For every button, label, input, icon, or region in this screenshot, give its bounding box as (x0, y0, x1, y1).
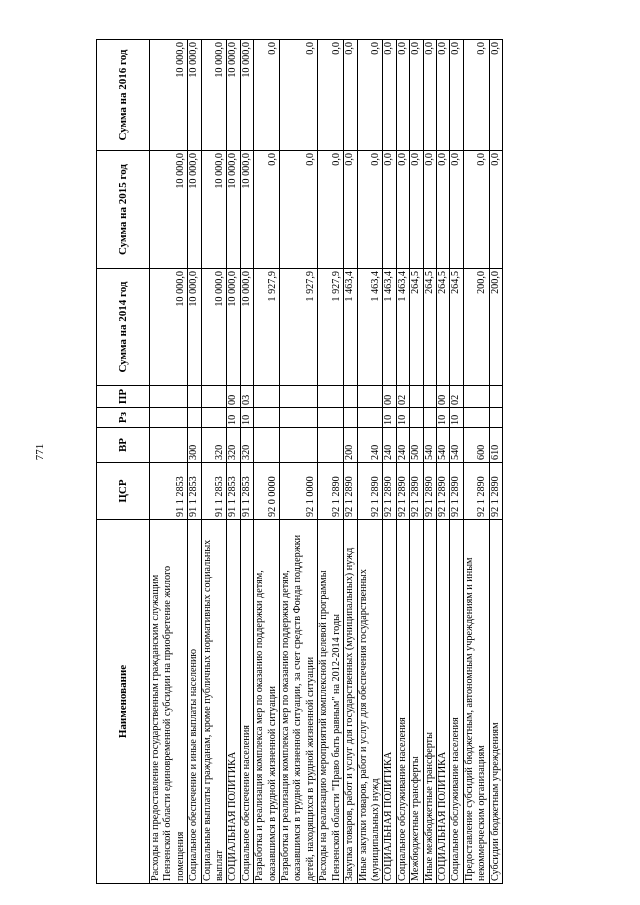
cell-2016: 0,0 (344, 40, 357, 151)
header-csr: ЦСР (97, 463, 150, 520)
cell-2015: 0,0 (410, 151, 423, 269)
table-row (150, 40, 188, 884)
header-rz: Рз (97, 408, 150, 428)
cell-2014: 1 463,4 (344, 269, 357, 386)
table-row (463, 40, 489, 884)
cell-2015: 10 000,0 (150, 151, 188, 269)
cell-vr: 240 (383, 428, 396, 463)
cell-csr: 92 1 2890 (489, 463, 502, 520)
cell-2014: 264,5 (410, 269, 423, 386)
cell-vr (280, 428, 318, 463)
cell-pr (254, 386, 280, 408)
cell-pr (489, 386, 502, 408)
table-row (423, 40, 436, 884)
cell-2016: 0,0 (423, 40, 436, 151)
cell-2016: 0,0 (436, 40, 449, 151)
cell-2015: 10 000,0 (240, 151, 253, 269)
cell-pr (423, 386, 436, 408)
cell-2016: 10 000,0 (150, 40, 188, 151)
cell-csr: 91 1 2853 (227, 463, 240, 520)
cell-pr (463, 386, 489, 408)
cell-2014: 1 927,9 (280, 269, 318, 386)
cell-2014: 1 927,9 (254, 269, 280, 386)
cell-vr: 600 (463, 428, 489, 463)
cell-csr: 92 1 2890 (436, 463, 449, 520)
cell-2015: 10 000,0 (201, 151, 227, 269)
cell-rz (254, 408, 280, 428)
cell-vr: 320 (240, 428, 253, 463)
cell-csr: 92 1 2890 (383, 463, 396, 520)
cell-2016: 0,0 (254, 40, 280, 151)
cell-2014: 200,0 (489, 269, 502, 386)
cell-csr: 92 1 2890 (396, 463, 409, 520)
cell-name: Расходы на предоставление государственным гражданским служащим Пензенской области единовременной субсидии на приобретение жилого помещения (150, 520, 188, 884)
cell-2014: 1 927,9 (318, 269, 344, 386)
table-row (344, 40, 357, 884)
table-row (201, 40, 227, 884)
cell-name: Социальное обслуживание населения (450, 520, 463, 884)
cell-2014: 1 463,4 (357, 269, 383, 386)
cell-rz (463, 408, 489, 428)
cell-2016: 0,0 (410, 40, 423, 151)
cell-2014: 10 000,0 (150, 269, 188, 386)
cell-csr: 92 1 2890 (344, 463, 357, 520)
cell-pr (280, 386, 318, 408)
cell-pr (410, 386, 423, 408)
page-number: 771 (34, 443, 46, 461)
cell-rz: 10 (396, 408, 409, 428)
cell-vr (318, 428, 344, 463)
cell-vr (150, 428, 188, 463)
table-row (188, 40, 201, 884)
budget-table (96, 39, 503, 884)
cell-2016: 10 000,0 (201, 40, 227, 151)
cell-csr: 91 1 2853 (201, 463, 227, 520)
cell-pr: 03 (240, 386, 253, 408)
cell-2015: 0,0 (357, 151, 383, 269)
cell-name: СОЦИАЛЬНАЯ ПОЛИТИКА (227, 520, 240, 884)
cell-2015: 0,0 (463, 151, 489, 269)
table-row (450, 40, 463, 884)
cell-pr (318, 386, 344, 408)
cell-csr: 92 1 0000 (280, 463, 318, 520)
cell-csr: 91 1 2853 (150, 463, 188, 520)
cell-csr: 92 1 2890 (450, 463, 463, 520)
header-pr: ПР (97, 386, 150, 408)
cell-vr: 320 (201, 428, 227, 463)
cell-2014: 264,5 (436, 269, 449, 386)
cell-2016: 10 000,0 (227, 40, 240, 151)
cell-vr: 540 (436, 428, 449, 463)
rotated-page (96, 40, 556, 884)
cell-2014: 200,0 (463, 269, 489, 386)
cell-2015: 0,0 (423, 151, 436, 269)
cell-rz (423, 408, 436, 428)
cell-2015: 10 000,0 (188, 151, 201, 269)
cell-2015: 0,0 (489, 151, 502, 269)
table-header-row (97, 40, 150, 884)
header-2016: Сумма на 2016 год (97, 40, 150, 151)
cell-2015: 0,0 (450, 151, 463, 269)
cell-rz (318, 408, 344, 428)
cell-2016: 0,0 (396, 40, 409, 151)
cell-name: Социальное обеспечение населения (240, 520, 253, 884)
header-2015: Сумма на 2015 год (97, 151, 150, 269)
cell-name: Разработка и реализация комплекса мер по оказанию поддержки детям, оказавшимся в трудной жизненной ситуации (254, 520, 280, 884)
cell-name: СОЦИАЛЬНАЯ ПОЛИТИКА (383, 520, 396, 884)
table-row (396, 40, 409, 884)
cell-2015: 0,0 (436, 151, 449, 269)
cell-2016: 0,0 (489, 40, 502, 151)
table-row (280, 40, 318, 884)
cell-2014: 1 463,4 (383, 269, 396, 386)
cell-csr: 92 0 0000 (254, 463, 280, 520)
cell-csr: 92 1 2890 (423, 463, 436, 520)
cell-rz (280, 408, 318, 428)
cell-2016: 0,0 (357, 40, 383, 151)
cell-2016: 10 000,0 (240, 40, 253, 151)
cell-2014: 10 000,0 (227, 269, 240, 386)
header-vr: ВР (97, 428, 150, 463)
cell-vr: 540 (423, 428, 436, 463)
cell-name: Субсидии бюджетным учреждениям (489, 520, 502, 884)
table-row (489, 40, 502, 884)
table-row (254, 40, 280, 884)
table-row (357, 40, 383, 884)
cell-vr (254, 428, 280, 463)
cell-pr: 00 (383, 386, 396, 408)
cell-name: Социальные выплаты гражданам, кроме публичных нормативных социальных выплат (201, 520, 227, 884)
cell-vr: 240 (357, 428, 383, 463)
cell-2014: 1 463,4 (396, 269, 409, 386)
cell-vr: 500 (410, 428, 423, 463)
cell-2014: 10 000,0 (240, 269, 253, 386)
cell-rz (150, 408, 188, 428)
cell-vr: 610 (489, 428, 502, 463)
cell-2016: 0,0 (450, 40, 463, 151)
cell-2015: 0,0 (280, 151, 318, 269)
cell-vr: 300 (188, 428, 201, 463)
cell-rz: 10 (240, 408, 253, 428)
table-row (318, 40, 344, 884)
cell-2016: 10 000,0 (188, 40, 201, 151)
cell-rz (201, 408, 227, 428)
cell-2014: 264,5 (450, 269, 463, 386)
cell-rz (489, 408, 502, 428)
cell-2016: 0,0 (463, 40, 489, 151)
cell-2016: 0,0 (318, 40, 344, 151)
cell-2014: 10 000,0 (201, 269, 227, 386)
header-name: Наименование (97, 520, 150, 884)
cell-2016: 0,0 (383, 40, 396, 151)
cell-csr: 92 1 2890 (357, 463, 383, 520)
cell-2015: 0,0 (344, 151, 357, 269)
cell-pr: 00 (436, 386, 449, 408)
cell-csr: 91 1 2853 (188, 463, 201, 520)
table-row (383, 40, 396, 884)
cell-pr (344, 386, 357, 408)
cell-pr (188, 386, 201, 408)
cell-pr: 00 (227, 386, 240, 408)
cell-vr: 240 (396, 428, 409, 463)
cell-name: Разработка и реализация комплекса мер по оказанию поддержки детям, оказавшимся в трудной жизненной ситуации, за счет средств Фонда поддержки детей, находящихся в трудной жизненной ситуации (280, 520, 318, 884)
cell-pr (357, 386, 383, 408)
cell-pr (201, 386, 227, 408)
cell-2015: 0,0 (396, 151, 409, 269)
cell-2015: 0,0 (318, 151, 344, 269)
cell-2015: 10 000,0 (227, 151, 240, 269)
cell-rz: 10 (450, 408, 463, 428)
cell-2015: 0,0 (254, 151, 280, 269)
cell-rz (344, 408, 357, 428)
cell-name: Иные закупки товаров, работ и услуг для обеспечения государственных (муниципальных) нужд (357, 520, 383, 884)
cell-vr: 200 (344, 428, 357, 463)
cell-rz: 10 (383, 408, 396, 428)
cell-name: Межбюджетные трансферты (410, 520, 423, 884)
table-body (150, 40, 503, 884)
cell-name: Иные межбюджетные трансферты (423, 520, 436, 884)
cell-rz: 10 (227, 408, 240, 428)
cell-csr: 92 1 2890 (318, 463, 344, 520)
cell-csr: 92 1 2890 (410, 463, 423, 520)
cell-name: Социальное обеспечение и иные выплаты населению (188, 520, 201, 884)
cell-vr: 320 (227, 428, 240, 463)
cell-rz (357, 408, 383, 428)
table-row (227, 40, 240, 884)
cell-name: СОЦИАЛЬНАЯ ПОЛИТИКА (436, 520, 449, 884)
cell-csr: 92 1 2890 (463, 463, 489, 520)
cell-2016: 0,0 (280, 40, 318, 151)
cell-name: Расходы на реализацию мероприятий комплексной целевой программы Пензенской области "Право быть равным" на 2012-2014 годы (318, 520, 344, 884)
cell-vr: 540 (450, 428, 463, 463)
cell-csr: 91 1 2853 (240, 463, 253, 520)
cell-2014: 10 000,0 (188, 269, 201, 386)
cell-rz: 10 (436, 408, 449, 428)
cell-name: Закупка товаров, работ и услуг для государственных (муниципальных) нужд (344, 520, 357, 884)
cell-name: Социальное обслуживание населения (396, 520, 409, 884)
table-row (240, 40, 253, 884)
table-row (436, 40, 449, 884)
table-row (410, 40, 423, 884)
cell-pr: 02 (450, 386, 463, 408)
cell-rz (410, 408, 423, 428)
cell-name: Предоставление субсидий бюджетным, автономным учреждениям и иным некоммерческим организациям (463, 520, 489, 884)
cell-pr: 02 (396, 386, 409, 408)
cell-2014: 264,5 (423, 269, 436, 386)
header-2014: Сумма на 2014 год (97, 269, 150, 386)
cell-2015: 0,0 (383, 151, 396, 269)
cell-pr (150, 386, 188, 408)
cell-rz (188, 408, 201, 428)
